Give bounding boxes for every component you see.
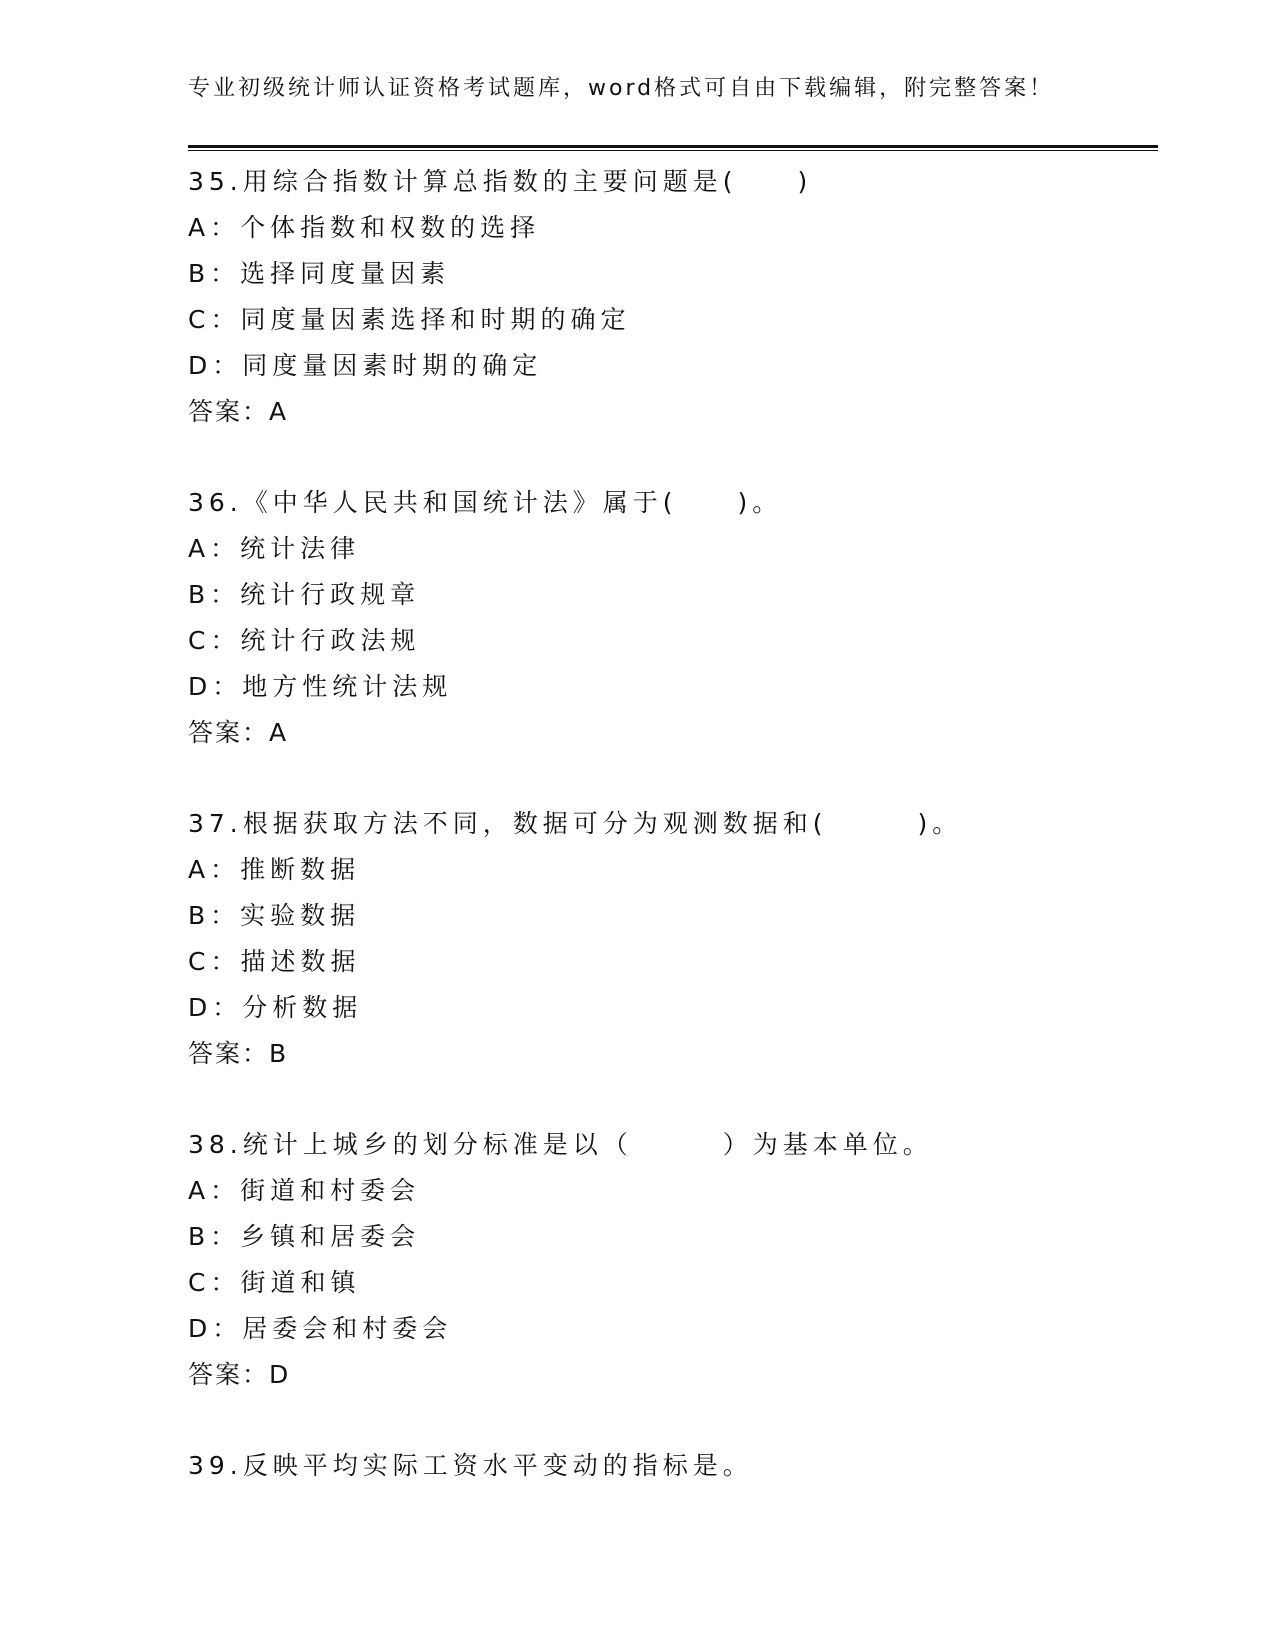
header-rule-thick <box>188 145 1158 148</box>
option-d: D：居委会和村委会 <box>188 1314 453 1343</box>
option-b: B：统计行政规章 <box>188 580 421 609</box>
option-b: B：乡镇和居委会 <box>188 1222 421 1251</box>
option-a: A：街道和村委会 <box>188 1176 421 1205</box>
option-a: A：统计法律 <box>188 534 361 563</box>
option-d: D：地方性统计法规 <box>188 672 453 701</box>
page-header: 专业初级统计师认证资格考试题库，word格式可自由下载编辑，附完整答案！ <box>188 76 1055 101</box>
question-stem: 37.根据获取方法不同，数据可分为观测数据和( )。 <box>188 809 963 838</box>
option-c: C：统计行政法规 <box>188 626 421 655</box>
question-36 <box>188 480 1148 756</box>
question-stem: 38.统计上城乡的划分标准是以（ ）为基本单位。 <box>188 1130 933 1159</box>
question-35 <box>188 159 1148 435</box>
question-stem: 39.反映平均实际工资水平变动的指标是。 <box>188 1451 753 1480</box>
option-a: A：推断数据 <box>188 855 361 884</box>
option-d: D：同度量因素时期的确定 <box>188 351 543 380</box>
question-stem: 36.《中华人民共和国统计法》属于( )。 <box>188 488 783 517</box>
question-39 <box>188 1443 1148 1489</box>
option-c: C：描述数据 <box>188 947 361 976</box>
question-list <box>188 159 1148 1534</box>
answer-line: 答案：B <box>188 1039 289 1068</box>
header-rule-thin <box>188 150 1158 151</box>
option-c: C：同度量因素选择和时期的确定 <box>188 305 631 334</box>
answer-line: 答案：A <box>188 718 289 747</box>
option-d: D：分析数据 <box>188 993 363 1022</box>
option-a: A：个体指数和权数的选择 <box>188 213 541 242</box>
question-stem: 35.用综合指数计算总指数的主要问题是( ) <box>188 167 813 196</box>
question-37 <box>188 801 1148 1077</box>
option-b: B：选择同度量因素 <box>188 259 451 288</box>
answer-line: 答案：A <box>188 397 289 426</box>
question-38 <box>188 1122 1148 1398</box>
answer-line: 答案：D <box>188 1360 291 1389</box>
option-c: C：街道和镇 <box>188 1268 361 1297</box>
option-b: B：实验数据 <box>188 901 361 930</box>
